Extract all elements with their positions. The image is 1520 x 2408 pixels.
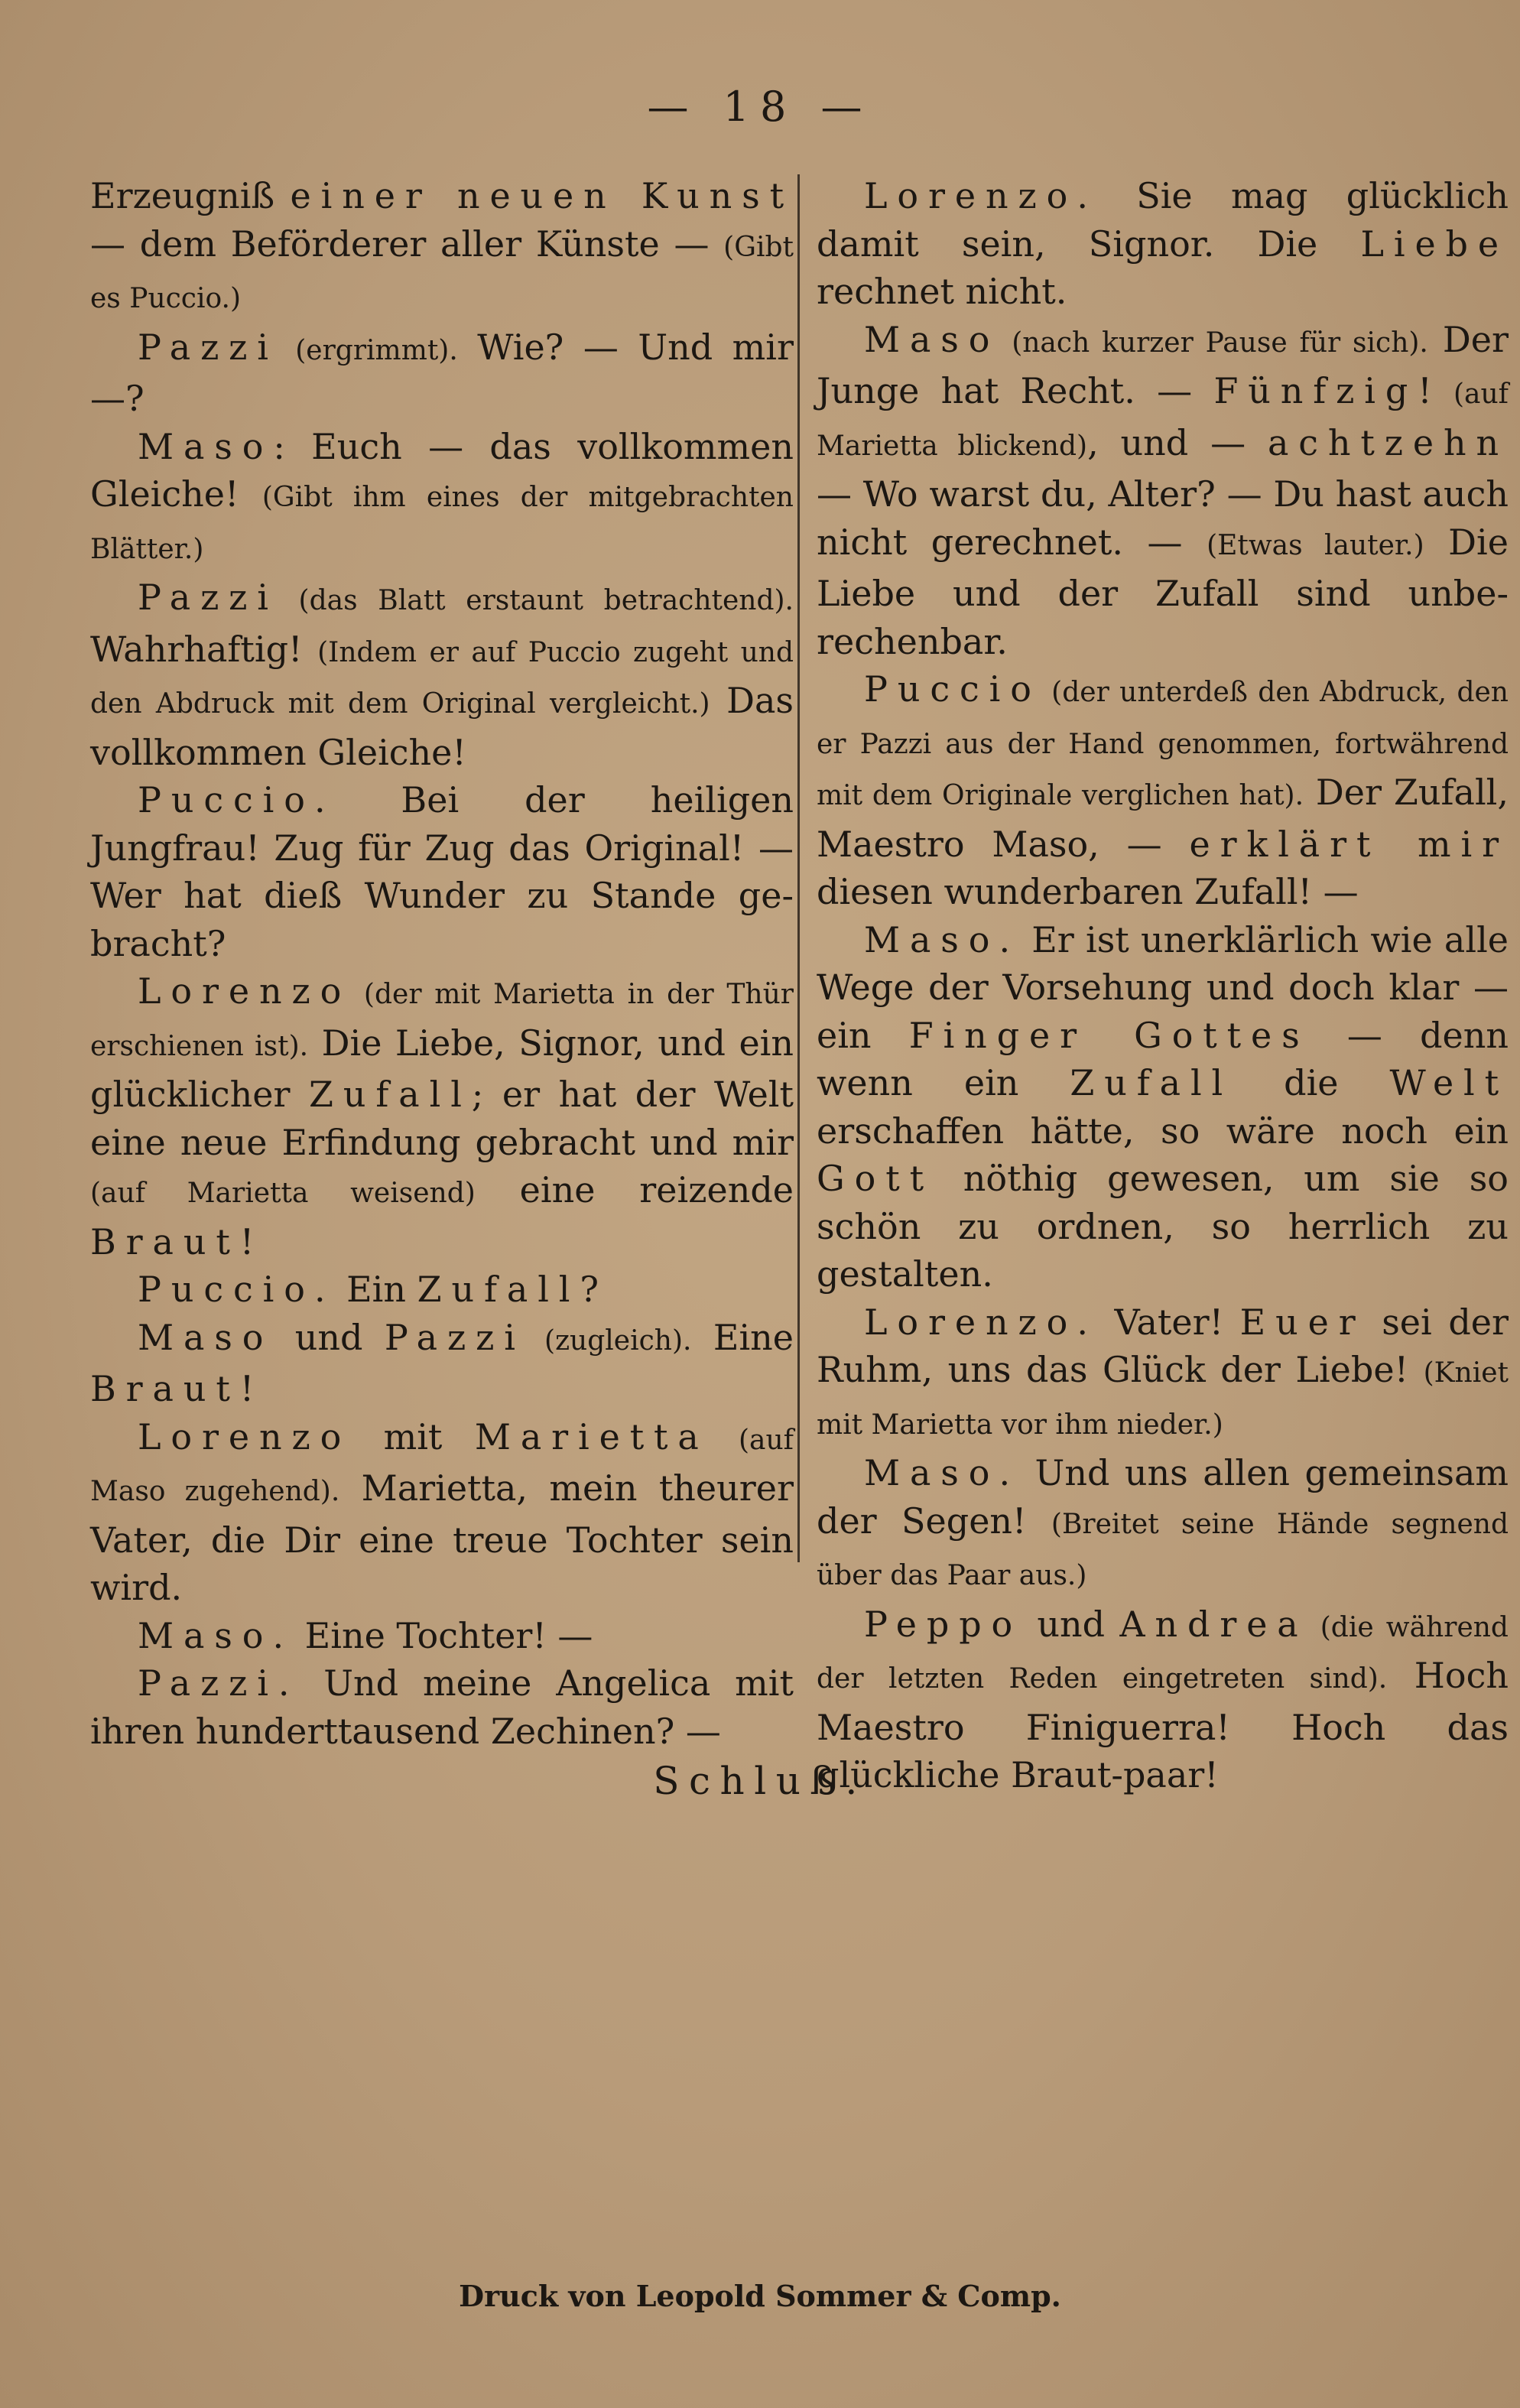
text: ; er hat der Welt eine neue Erfindung gebracht und mir bbox=[90, 1074, 794, 1163]
text: erschaffen hätte, so wäre noch ein bbox=[817, 1110, 1509, 1152]
paragraph bbox=[90, 423, 794, 574]
speaker-name: Maso bbox=[138, 1316, 274, 1358]
paragraph bbox=[90, 967, 794, 1266]
text: eine reizende bbox=[475, 1169, 794, 1210]
spaced-text: Gott bbox=[817, 1158, 934, 1199]
text: Marietta, mein theurer Vater, die Dir eine treue Tochter sein wird. bbox=[90, 1467, 794, 1608]
speaker-name: Pazzi bbox=[138, 577, 278, 618]
text: Und meine Angelica mit ihren hunderttausend Zechinen? — bbox=[90, 1662, 794, 1752]
text: Ein bbox=[335, 1269, 417, 1310]
spaced-text: Euer bbox=[1239, 1301, 1366, 1343]
text: Sie mag glücklich damit sein, Signor. Die bbox=[817, 175, 1509, 265]
text: Erzeugniß bbox=[90, 175, 291, 216]
speaker-name: Maso bbox=[864, 318, 1000, 360]
text: ! bbox=[239, 1220, 255, 1262]
text: und bbox=[1022, 1603, 1120, 1645]
stage-direction: (der unterdeß den Abdruck, den er Pazzi aus der Hand genommen, fortwährend mit dem Originale verglichen hat). bbox=[817, 677, 1509, 811]
stage-direction: (auf Marietta blickend) bbox=[817, 379, 1509, 462]
stage-direction: (die während der letzten Reden eingetreten sind). bbox=[817, 1611, 1509, 1695]
speaker-name: Lorenzo. bbox=[864, 175, 1098, 216]
speaker-name: Lorenzo bbox=[138, 970, 352, 1012]
stage-direction: (Gibt es Puccio.) bbox=[90, 231, 794, 314]
right-column bbox=[817, 172, 1509, 1799]
paragraph bbox=[90, 1659, 794, 1755]
column-divider bbox=[797, 174, 800, 1562]
text: Die Liebe, Signor, und ein glücklicher bbox=[90, 1022, 794, 1115]
stage-direction: (das Blatt erstaunt betrachtend). bbox=[278, 585, 794, 616]
speaker-name: Puccio. bbox=[138, 779, 336, 821]
text: : Euch — das vollkommen Gleiche! bbox=[90, 425, 794, 515]
spaced-text: Zufall bbox=[417, 1269, 580, 1310]
spaced-text: Fünfzig bbox=[1213, 370, 1418, 411]
text: ? bbox=[580, 1269, 599, 1310]
text: Wahrhaftig! bbox=[90, 628, 318, 670]
speaker-name: Maso. bbox=[138, 1614, 294, 1656]
text: mit bbox=[351, 1415, 475, 1457]
stage-direction: (Kniet mit Marietta vor ihm nieder.) bbox=[817, 1357, 1509, 1441]
spaced-text: Zufall bbox=[1070, 1062, 1233, 1103]
text: Der Zufall, Maestro Maso, — bbox=[817, 772, 1509, 865]
text: diesen wunderbaren Zufall! — bbox=[817, 871, 1359, 912]
stage-direction: (nach kurzer Pause für sich). bbox=[999, 327, 1428, 359]
stage-direction: (auf Marietta weisend) bbox=[90, 1178, 476, 1209]
speaker-name: Lorenzo. bbox=[864, 1301, 1098, 1343]
spaced-text: Welt bbox=[1389, 1062, 1509, 1103]
text: Bei der heiligen Jungfrau! Zug für Zug das Original! — Wer hat dieß Wunder zu Stande ge-bracht? bbox=[90, 779, 794, 964]
text: Eine bbox=[691, 1316, 794, 1358]
text: ! bbox=[239, 1368, 255, 1409]
speaker-name: Puccio. bbox=[138, 1269, 336, 1310]
text: und bbox=[273, 1316, 385, 1358]
speaker-name: Maso. bbox=[864, 1452, 1021, 1493]
paragraph bbox=[90, 1612, 794, 1660]
paragraph bbox=[817, 1298, 1509, 1450]
paragraph bbox=[90, 1413, 794, 1612]
text: Er ist unerklärlich wie alle Wege der Vorsehung und doch klar — ein bbox=[817, 918, 1509, 1056]
speaker-name: Maso. bbox=[864, 918, 1021, 960]
text: ! bbox=[1418, 370, 1453, 411]
paragraph bbox=[817, 172, 1509, 316]
text: — Wo warst du, Alter? — Du hast auch nicht gerechnet. — bbox=[817, 473, 1509, 563]
spaced-text: erklärt mir bbox=[1189, 823, 1509, 865]
page-number: — 18 — bbox=[647, 83, 873, 131]
speaker-name: Lorenzo bbox=[138, 1415, 352, 1457]
text: Eine Tochter! — bbox=[294, 1614, 593, 1656]
text: Die Liebe und der Zufall sind unbe-rechenbar. bbox=[817, 521, 1509, 662]
printer-imprint: Druck von Leopold Sommer & Comp. bbox=[459, 2279, 1061, 2313]
stage-direction: (ergrimmt). bbox=[278, 334, 458, 366]
speaker-name: Puccio bbox=[864, 668, 1041, 710]
paragraph bbox=[90, 1314, 794, 1413]
spaced-text: einer neuen Kunst bbox=[290, 175, 794, 216]
spaced-text: Finger Gottes bbox=[908, 1014, 1310, 1056]
speaker-name: Peppo bbox=[864, 1603, 1023, 1645]
text: nöthig gewesen, um sie so schön zu ordnen, so herrlich zu gestalten. bbox=[817, 1158, 1509, 1295]
text: Das vollkommen Gleiche! bbox=[90, 680, 794, 773]
paragraph bbox=[817, 916, 1509, 1298]
spaced-text: Zufall bbox=[309, 1074, 472, 1115]
stage-direction: (der mit Marietta in der Thür erschienen ist). bbox=[90, 979, 794, 1062]
speaker-name: Pazzi bbox=[138, 326, 278, 368]
stage-direction: (Etwas lauter.) bbox=[1207, 529, 1424, 561]
text: sei der Ruhm, uns das Glück der Liebe! bbox=[817, 1301, 1509, 1390]
paragraph bbox=[817, 665, 1509, 916]
paragraph bbox=[90, 1266, 794, 1314]
stage-direction: (Breitet seine Hände segnend über das Paar aus.) bbox=[817, 1508, 1509, 1591]
text: rechnet nicht. bbox=[817, 271, 1067, 312]
spaced-text: Liebe bbox=[1360, 223, 1509, 265]
text: Vater! bbox=[1097, 1301, 1240, 1343]
paragraph bbox=[817, 316, 1509, 666]
text: die bbox=[1233, 1062, 1390, 1103]
left-column bbox=[90, 172, 794, 1755]
text: Hoch Maestro Finiguerra! Hoch das glückliche Braut-paar! bbox=[817, 1655, 1509, 1795]
paragraph bbox=[90, 776, 794, 967]
text: — denn wenn ein bbox=[817, 1014, 1509, 1103]
text: Der Junge hat Recht. — bbox=[817, 318, 1509, 411]
stage-direction: (Indem er auf Puccio zugeht und den Abdruck mit dem Original vergleicht.) bbox=[90, 636, 794, 720]
spaced-text: Braut bbox=[90, 1368, 240, 1409]
speaker-name: Andrea bbox=[1119, 1603, 1308, 1645]
spaced-text: Braut bbox=[90, 1220, 240, 1262]
text: , und — bbox=[1087, 421, 1268, 463]
paragraph bbox=[90, 323, 794, 423]
stage-direction: (zugleich). bbox=[525, 1324, 692, 1357]
stage-direction: (auf Maso zugehend). bbox=[90, 1424, 794, 1507]
spaced-text: achtzehn bbox=[1267, 421, 1509, 463]
speaker-name: Pazzi bbox=[384, 1316, 525, 1358]
text: Wie? — Und mir —? bbox=[90, 326, 794, 419]
text: — dem Beförderer aller Künste — bbox=[90, 223, 724, 265]
stage-direction: (Gibt ihm eines der mitgebrachten Blätter.) bbox=[90, 482, 794, 565]
end-marker: Schluß. bbox=[653, 1759, 867, 1803]
text: Und uns allen gemeinsam der Segen! bbox=[817, 1452, 1509, 1542]
paragraph bbox=[90, 574, 794, 776]
speaker-name: Maso bbox=[138, 425, 274, 467]
speaker-name: Marietta bbox=[474, 1415, 709, 1457]
paragraph bbox=[90, 172, 794, 323]
speaker-name: Pazzi. bbox=[138, 1662, 300, 1704]
paragraph bbox=[817, 1449, 1509, 1600]
